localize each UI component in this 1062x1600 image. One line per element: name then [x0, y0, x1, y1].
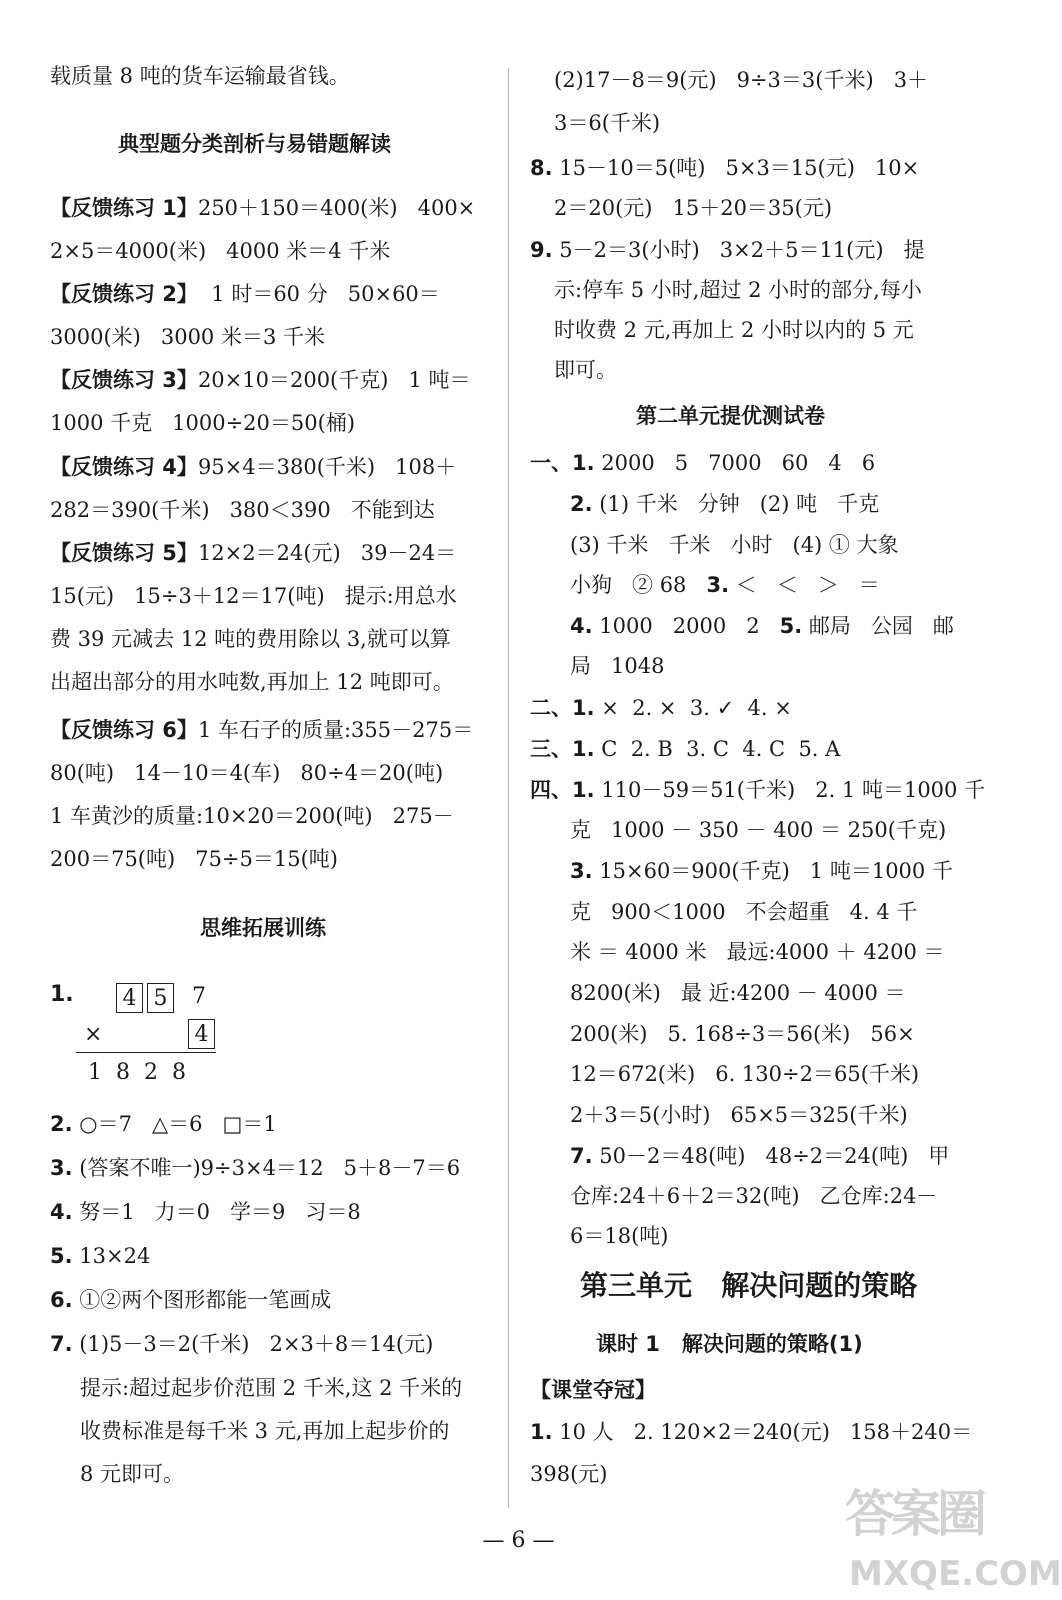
digit-box: 5 — [147, 983, 174, 1013]
section-title-analysis: 典型题分类剖析与易错题解读 — [118, 132, 391, 156]
answer-7-line-1: 7. (1)5－3＝2(千米) 2×3＋8＝14(元) — [50, 1332, 434, 1356]
answer-7-2-line-2: 3＝6(千米) — [554, 111, 661, 135]
feedback-6-line-3: 1 车黄沙的质量:10×20＝200(吨) 275－ — [50, 804, 454, 828]
class-champion-label: 【课堂夺冠】 — [530, 1378, 656, 1402]
part-1-line-6: 局 1048 — [570, 654, 665, 678]
feedback-5-line-3: 费 39 元减去 12 吨的费用除以 3,就可以算 — [50, 627, 451, 651]
part-4-line-9: 2＋3＝5(小时) 65×5＝325(千米) — [570, 1103, 908, 1127]
feedback-5-line-1: 【反馈练习 5】12×2＝24(元) 39－24＝ — [50, 541, 457, 565]
question-number: 1. — [50, 982, 74, 1007]
part-4-line-8: 12＝672(米) 6. 130÷2＝65(千米) — [570, 1062, 920, 1086]
answer-7-2-line-1: (2)17－8＝9(元) 9÷3＝3(千米) 3＋ — [554, 68, 929, 92]
part-4-line-5: 米 ＝ 4000 米 最远:4000 ＋ 4200 ＝ — [570, 940, 945, 964]
part-1-line-2: 2. (1) 千米 分钟 (2) 吨 千克 — [570, 492, 880, 516]
feedback-3-line-2: 1000 千克 1000÷20＝50(桶) — [50, 411, 356, 435]
answer-8-line-2: 2＝20(元) 15＋20＝35(元) — [554, 196, 833, 220]
page-number: — 6 — — [482, 1528, 555, 1553]
digit-box: 4 — [188, 1019, 215, 1049]
feedback-6-line-1: 【反馈练习 6】1 车石子的质量:355－275＝ — [50, 718, 474, 742]
digit: 7 — [192, 984, 206, 1009]
watermark-url: MXQE.COM — [849, 1554, 1062, 1594]
answer-2: 2. ○＝7 △＝6 □＝1 — [50, 1112, 277, 1136]
test-paper-title: 第二单元提优测试卷 — [636, 404, 825, 428]
feedback-4-line-2: 282＝390(千米) 380＜390 不能到达 — [50, 498, 435, 522]
answer-3: 3. (答案不唯一)9÷3×4＝12 5＋8－7＝6 — [50, 1156, 461, 1180]
part-4-line-10: 7. 50－2＝48(吨) 48÷2＝24(吨) 甲 — [570, 1144, 950, 1168]
part-1-line-5: 4. 1000 2000 2 5. 邮局 公园 邮 — [570, 614, 954, 638]
feedback-1-line-1: 【反馈练习 1】250＋150＝400(米) 400× — [50, 196, 476, 220]
answer-9-line-1: 9. 5－2＝3(小时) 3×2＋5＝11(元) 提 — [530, 238, 925, 262]
answer-7-line-3: 收费标准是每千米 3 元,再加上起步价的 — [80, 1419, 450, 1443]
feedback-5-line-2: 15(元) 15÷3＋12＝17(吨) 提示:用总水 — [50, 584, 457, 608]
feedback-2-line-2: 3000(米) 3000 米＝3 千米 — [50, 325, 326, 349]
product-digits: 1 8 2 8 — [88, 1060, 186, 1085]
answer-5: 5. 13×24 — [50, 1244, 151, 1268]
part-4-line-2: 克 1000 － 350 － 400 ＝ 250(千克) — [570, 818, 947, 842]
feedback-1-line-2: 2×5＝4000(米) 4000 米＝4 千米 — [50, 239, 391, 263]
answer-6: 6. ①②两个图形都能一笔画成 — [50, 1288, 332, 1312]
feedback-4-line-1: 【反馈练习 4】95×4＝380(千米) 108＋ — [50, 455, 457, 479]
part-4-line-12: 6＝18(吨) — [570, 1224, 669, 1248]
part-1-line-4: 小狗 ② 68 3. ＜ ＜ ＞ ＝ — [570, 573, 880, 597]
class-answer-line-1: 1. 10 人 2. 120×2＝240(元) 158＋240＝ — [530, 1420, 973, 1444]
answer-8-line-1: 8. 15－10＝5(吨) 5×3＝15(元) 10× — [530, 156, 920, 180]
part-4-line-6: 8200(米) 最 近:4200 － 4000 ＝ — [570, 981, 906, 1005]
feedback-2-line-1: 【反馈练习 2】 1 时＝60 分 50×60＝ — [50, 282, 440, 306]
times-sign: × — [84, 1022, 103, 1047]
part-1-line-3: (3) 千米 千米 小时 (4) ① 大象 — [570, 533, 899, 557]
part-2-answers: 二、1. × 2. × 3. ✓ 4. × — [530, 696, 792, 720]
part-3-answers: 三、1. C 2. B 3. C 4. C 5. A — [530, 737, 841, 761]
answer-9-line-2: 示:停车 5 小时,超过 2 小时的部分,每小 — [554, 278, 922, 302]
section-title-thinking: 思维拓展训练 — [200, 916, 326, 940]
answer-9-line-3: 时收费 2 元,再加上 2 小时以内的 5 元 — [554, 318, 914, 342]
intro-line: 载质量 8 吨的货车运输最省钱。 — [50, 64, 350, 88]
answer-7-line-2: 提示:超过起步价范围 2 千米,这 2 千米的 — [80, 1376, 463, 1400]
part-4-line-11: 仓库:24＋6＋2＝32(吨) 乙仓库:24－ — [570, 1184, 938, 1208]
part-4-line-3: 3. 15×60＝900(千克) 1 吨＝1000 千 — [570, 859, 953, 883]
feedback-3-line-1: 【反馈练习 3】20×10＝200(千克) 1 吨＝ — [50, 368, 471, 392]
answer-4: 4. 努＝1 力＝0 学＝9 习＝8 — [50, 1200, 361, 1224]
feedback-5-line-4: 出超出部分的用水吨数,再加上 12 吨即可。 — [50, 670, 454, 694]
lesson-title: 课时 1 解决问题的策略(1) — [596, 1332, 863, 1356]
watermark-logo — [845, 1470, 1062, 1595]
answer-7-line-4: 8 元即可。 — [80, 1462, 185, 1486]
part-4-line-4: 克 900＜1000 不会超重 4. 4 千 — [570, 900, 918, 924]
column-divider — [508, 68, 509, 1508]
feedback-6-line-4: 200＝75(吨) 75÷5＝15(吨) — [50, 847, 339, 871]
watermark-text: 答案圈 — [845, 1485, 983, 1543]
feedback-6-line-2: 80(吨) 14－10＝4(车) 80÷4＝20(吨) — [50, 761, 444, 785]
answer-9-line-4: 即可。 — [554, 358, 617, 382]
digit-box: 4 — [116, 983, 143, 1013]
sum-line — [76, 1052, 216, 1053]
part-1-line-1: 一、1. 2000 5 7000 60 4 6 — [530, 451, 876, 475]
part-4-line-7: 200(米) 5. 168÷3＝56(米) 56× — [570, 1022, 915, 1046]
class-answer-line-2: 398(元) — [530, 1462, 608, 1486]
part-4-line-1: 四、1. 110－59＝51(千米) 2. 1 吨＝1000 千 — [530, 778, 986, 802]
unit-3-title: 第三单元 解决问题的策略 — [580, 1269, 918, 1302]
